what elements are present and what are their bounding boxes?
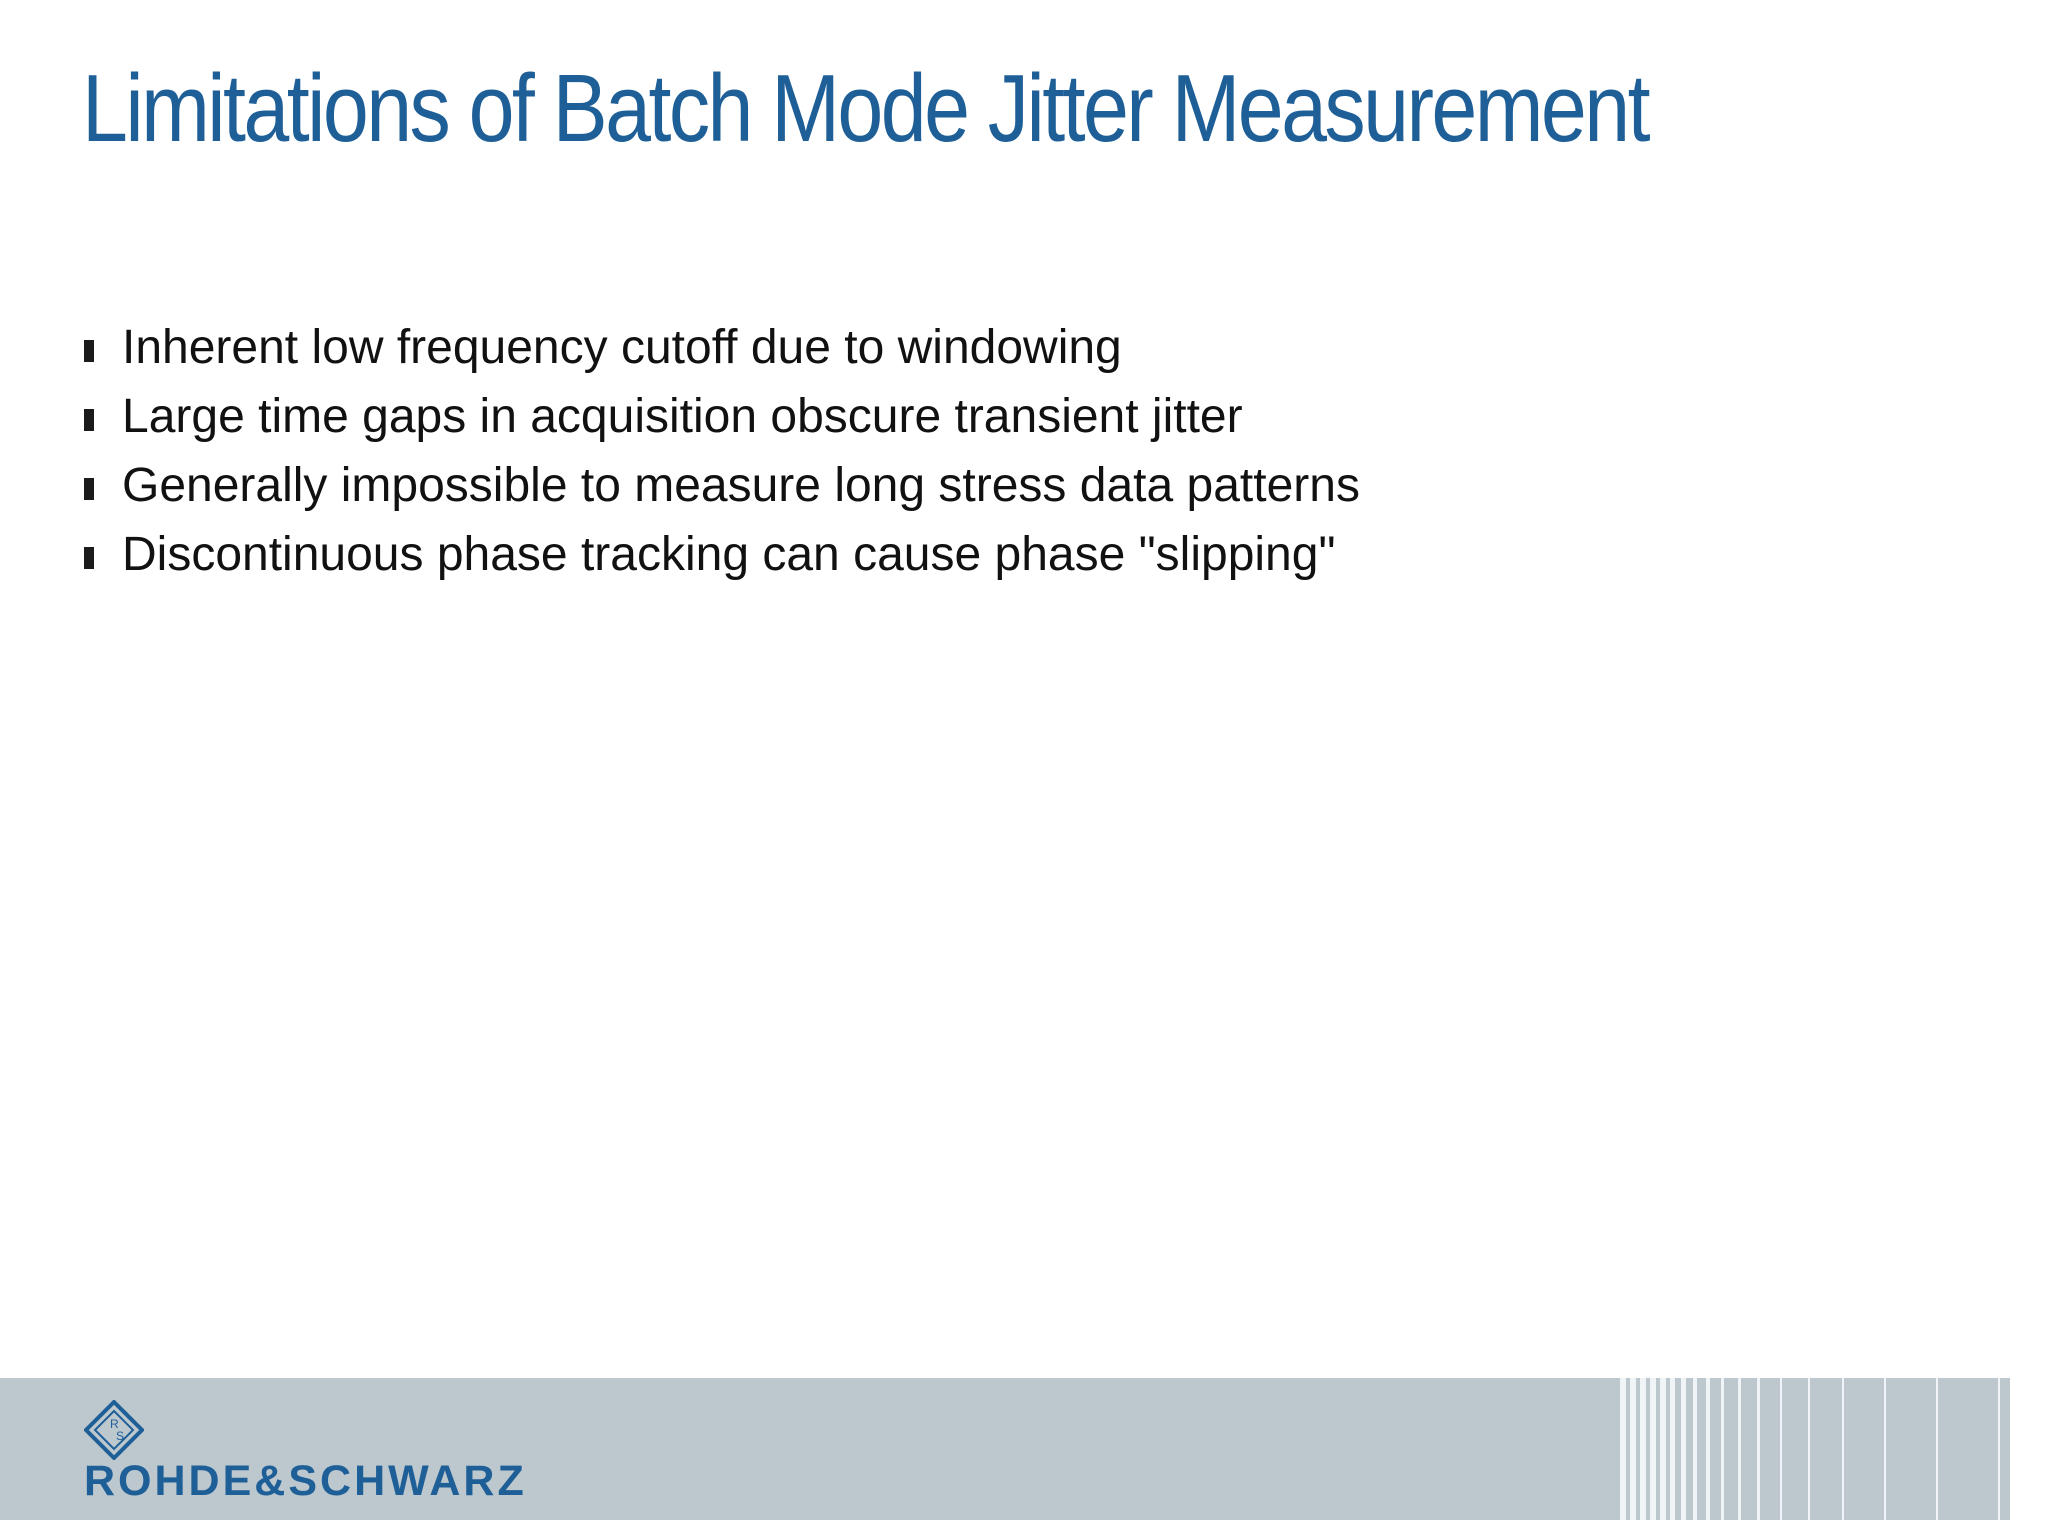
company-logo	[84, 1400, 544, 1510]
bullet-marker-icon	[84, 547, 94, 569]
bullet-item	[84, 451, 1360, 520]
svg-text:S: S	[116, 1429, 125, 1443]
bullet-text: Generally impossible to measure long stress data patterns	[122, 458, 1360, 512]
bullet-list	[84, 313, 1360, 589]
logo-wordmark: ROHDE&SCHWARZ	[84, 1457, 527, 1505]
decorative-stripes	[1620, 1378, 2048, 1520]
bullet-marker-icon	[84, 409, 94, 431]
bullet-text: Discontinuous phase tracking can cause phase "slipping"	[122, 527, 1336, 581]
svg-text:R: R	[110, 1417, 119, 1431]
slide-title: Limitations of Batch Mode Jitter Measurement	[82, 55, 1648, 162]
bullet-text: Inherent low frequency cutoff due to windowing	[122, 320, 1122, 374]
bullet-item	[84, 382, 1360, 451]
bullet-item	[84, 520, 1360, 589]
footer-band	[0, 1378, 2048, 1520]
rohde-schwarz-diamond-icon	[84, 1400, 144, 1460]
bullet-item	[84, 313, 1360, 382]
bullet-marker-icon	[84, 340, 94, 362]
bullet-marker-icon	[84, 478, 94, 500]
bullet-text: Large time gaps in acquisition obscure transient jitter	[122, 389, 1243, 443]
